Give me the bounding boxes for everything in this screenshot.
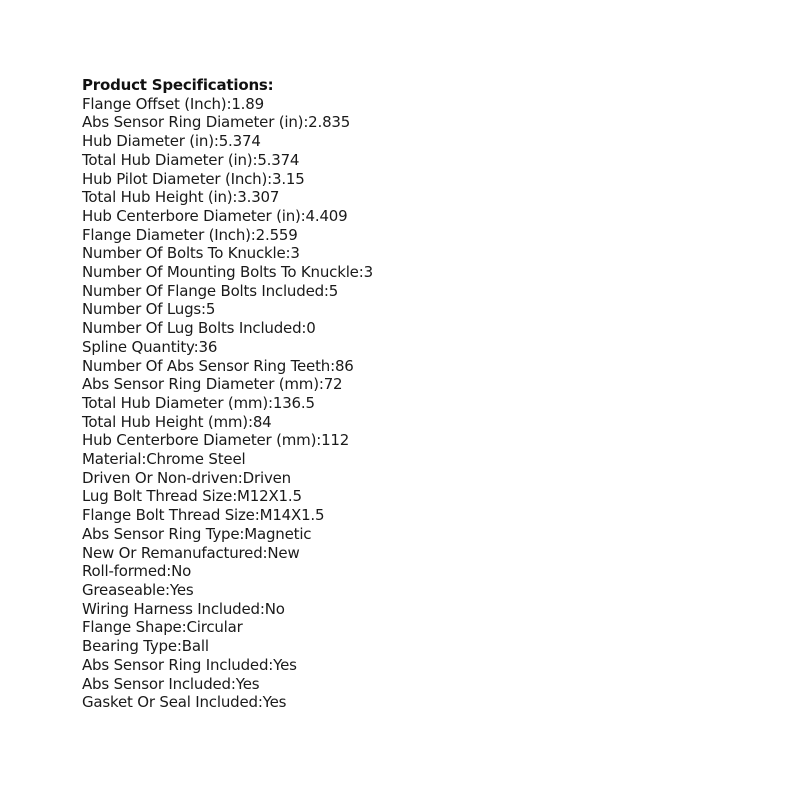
spec-label: Total Hub Height (in) bbox=[82, 188, 233, 207]
spec-separator: : bbox=[301, 319, 307, 338]
spec-separator: : bbox=[262, 543, 268, 562]
spec-value: M12X1.5 bbox=[237, 487, 302, 506]
spec-label: Flange Shape bbox=[82, 618, 182, 637]
spec-row bbox=[82, 469, 722, 488]
specifications-heading: Product Specifications: bbox=[82, 76, 274, 94]
spec-value: 84 bbox=[252, 412, 272, 431]
spec-value: 5.374 bbox=[257, 150, 300, 169]
spec-separator: : bbox=[300, 206, 306, 225]
spec-value: Ball bbox=[181, 637, 209, 656]
spec-separator: : bbox=[247, 412, 253, 431]
spec-separator: : bbox=[213, 132, 219, 151]
spec-separator: : bbox=[250, 225, 256, 244]
spec-value: 5.374 bbox=[218, 132, 261, 151]
spec-separator: : bbox=[232, 188, 238, 207]
spec-value: 3.15 bbox=[272, 169, 305, 188]
spec-value: 72 bbox=[323, 375, 343, 394]
spec-label: Abs Sensor Ring Diameter (in) bbox=[82, 113, 304, 132]
spec-separator: : bbox=[318, 375, 324, 394]
spec-separator: : bbox=[252, 150, 258, 169]
spec-value: No bbox=[264, 599, 285, 618]
spec-row bbox=[82, 300, 722, 319]
spec-row bbox=[82, 226, 722, 245]
spec-separator: : bbox=[201, 300, 206, 319]
spec-label: Abs Sensor Ring Diameter (mm) bbox=[82, 375, 319, 394]
spec-separator: : bbox=[237, 468, 243, 487]
spec-row bbox=[82, 525, 722, 544]
spec-value: 5 bbox=[205, 300, 216, 319]
spec-row bbox=[82, 375, 722, 394]
spec-label: Greaseable bbox=[82, 580, 166, 599]
spec-row bbox=[82, 544, 722, 563]
spec-label: Flange Offset (Inch) bbox=[82, 94, 227, 113]
spec-label: Total Hub Height (mm) bbox=[82, 412, 248, 431]
spec-label: Hub Centerbore Diameter (in) bbox=[82, 206, 301, 225]
spec-label: Roll-formed bbox=[82, 562, 167, 581]
spec-separator: : bbox=[267, 169, 272, 188]
spec-value: 36 bbox=[198, 337, 218, 356]
spec-label: Driven Or Non-driven bbox=[82, 468, 238, 487]
spec-separator: : bbox=[268, 655, 274, 674]
spec-value: New bbox=[267, 543, 300, 562]
spec-label: New Or Remanufactured bbox=[82, 543, 263, 562]
spec-row bbox=[82, 282, 722, 301]
spec-row bbox=[82, 431, 722, 450]
spec-label: Hub Pilot Diameter (Inch) bbox=[82, 169, 268, 188]
spec-row bbox=[82, 170, 722, 189]
spec-label: Spline Quantity bbox=[82, 337, 194, 356]
spec-label: Number Of Flange Bolts Included bbox=[82, 281, 324, 300]
spec-value: Yes bbox=[273, 655, 297, 674]
spec-value: 3.307 bbox=[237, 188, 280, 207]
spec-value: 0 bbox=[306, 319, 316, 338]
spec-value: Magnetic bbox=[244, 524, 312, 543]
spec-label: Flange Diameter (Inch) bbox=[82, 225, 251, 244]
spec-row bbox=[82, 562, 722, 581]
spec-value: 86 bbox=[334, 356, 354, 375]
spec-row bbox=[82, 618, 722, 637]
spec-label: Abs Sensor Ring Type bbox=[82, 524, 240, 543]
spec-value: Yes bbox=[169, 580, 194, 599]
spec-label: Hub Centerbore Diameter (mm) bbox=[82, 431, 317, 450]
spec-value: Yes bbox=[262, 693, 287, 712]
spec-value: No bbox=[171, 562, 192, 581]
spec-value: 112 bbox=[321, 431, 350, 450]
spec-label: Wiring Harness Included bbox=[82, 599, 260, 618]
spec-row bbox=[82, 450, 722, 469]
spec-separator: : bbox=[259, 599, 265, 618]
spec-label: Flange Bolt Thread Size bbox=[82, 506, 255, 525]
spec-row bbox=[82, 487, 722, 506]
spec-value: 2.835 bbox=[308, 113, 351, 132]
spec-label: Number Of Mounting Bolts To Knuckle bbox=[82, 263, 359, 282]
spec-value: 2.559 bbox=[255, 225, 298, 244]
spec-label: Total Hub Diameter (mm) bbox=[82, 393, 268, 412]
spec-label: Number Of Abs Sensor Ring Teeth bbox=[82, 356, 331, 375]
spec-label: Total Hub Diameter (in) bbox=[82, 150, 253, 169]
spec-value: Yes bbox=[235, 674, 260, 693]
spec-row bbox=[82, 151, 722, 170]
spec-value: 136.5 bbox=[272, 393, 315, 412]
spec-value: M14X1.5 bbox=[259, 506, 325, 525]
spec-value: 1.89 bbox=[231, 94, 264, 113]
spec-row bbox=[82, 357, 722, 376]
spec-separator: : bbox=[323, 281, 329, 300]
spec-row bbox=[82, 132, 722, 151]
spec-row bbox=[82, 113, 722, 132]
spec-row bbox=[82, 319, 722, 338]
spec-separator: : bbox=[316, 431, 322, 450]
spec-separator: : bbox=[330, 356, 335, 375]
spec-row bbox=[82, 506, 722, 525]
spec-separator: : bbox=[193, 337, 199, 356]
spec-row bbox=[82, 188, 722, 207]
spec-separator: : bbox=[268, 393, 273, 412]
spec-value: 3 bbox=[363, 263, 373, 282]
spec-label: Number Of Lugs bbox=[82, 300, 202, 319]
spec-row bbox=[82, 244, 722, 263]
spec-row bbox=[82, 95, 722, 114]
spec-row bbox=[82, 581, 722, 600]
spec-row bbox=[82, 394, 722, 413]
spec-value: Driven bbox=[242, 468, 291, 487]
spec-separator: : bbox=[358, 263, 364, 282]
spec-row bbox=[82, 413, 722, 432]
spec-row bbox=[82, 693, 722, 712]
spec-value: 5 bbox=[328, 281, 339, 300]
spec-separator: : bbox=[254, 506, 260, 525]
spec-row bbox=[82, 207, 722, 226]
spec-separator: : bbox=[181, 618, 187, 637]
spec-label: Hub Diameter (in) bbox=[82, 132, 214, 151]
spec-separator: : bbox=[166, 562, 172, 581]
spec-value: Circular bbox=[186, 618, 243, 637]
spec-separator: : bbox=[257, 693, 263, 712]
spec-label: Number Of Bolts To Knuckle bbox=[82, 244, 286, 263]
spec-row bbox=[82, 263, 722, 282]
product-specifications-block bbox=[82, 76, 722, 712]
spec-separator: : bbox=[226, 94, 232, 113]
spec-row bbox=[82, 338, 722, 357]
spec-label: Material bbox=[82, 450, 142, 469]
spec-separator: : bbox=[285, 244, 291, 263]
spec-row bbox=[82, 637, 722, 656]
spec-row bbox=[82, 675, 722, 694]
spec-separator: : bbox=[165, 580, 170, 599]
spec-label: Lug Bolt Thread Size bbox=[82, 487, 233, 506]
specifications-list bbox=[82, 95, 722, 712]
spec-label: Gasket Or Seal Included bbox=[82, 693, 258, 712]
spec-row bbox=[82, 656, 722, 675]
spec-separator: : bbox=[230, 674, 236, 693]
spec-separator: : bbox=[232, 487, 238, 506]
spec-value: 4.409 bbox=[305, 206, 348, 225]
spec-separator: : bbox=[303, 113, 309, 132]
spec-value: Chrome Steel bbox=[146, 450, 246, 469]
spec-separator: : bbox=[176, 637, 182, 656]
spec-row bbox=[82, 600, 722, 619]
spec-separator: : bbox=[141, 450, 147, 469]
spec-separator: : bbox=[239, 524, 245, 543]
spec-label: Abs Sensor Included bbox=[82, 674, 231, 693]
spec-label: Abs Sensor Ring Included bbox=[82, 655, 269, 674]
spec-value: 3 bbox=[290, 244, 300, 263]
spec-label: Bearing Type bbox=[82, 637, 177, 656]
spec-label: Number Of Lug Bolts Included bbox=[82, 319, 302, 338]
